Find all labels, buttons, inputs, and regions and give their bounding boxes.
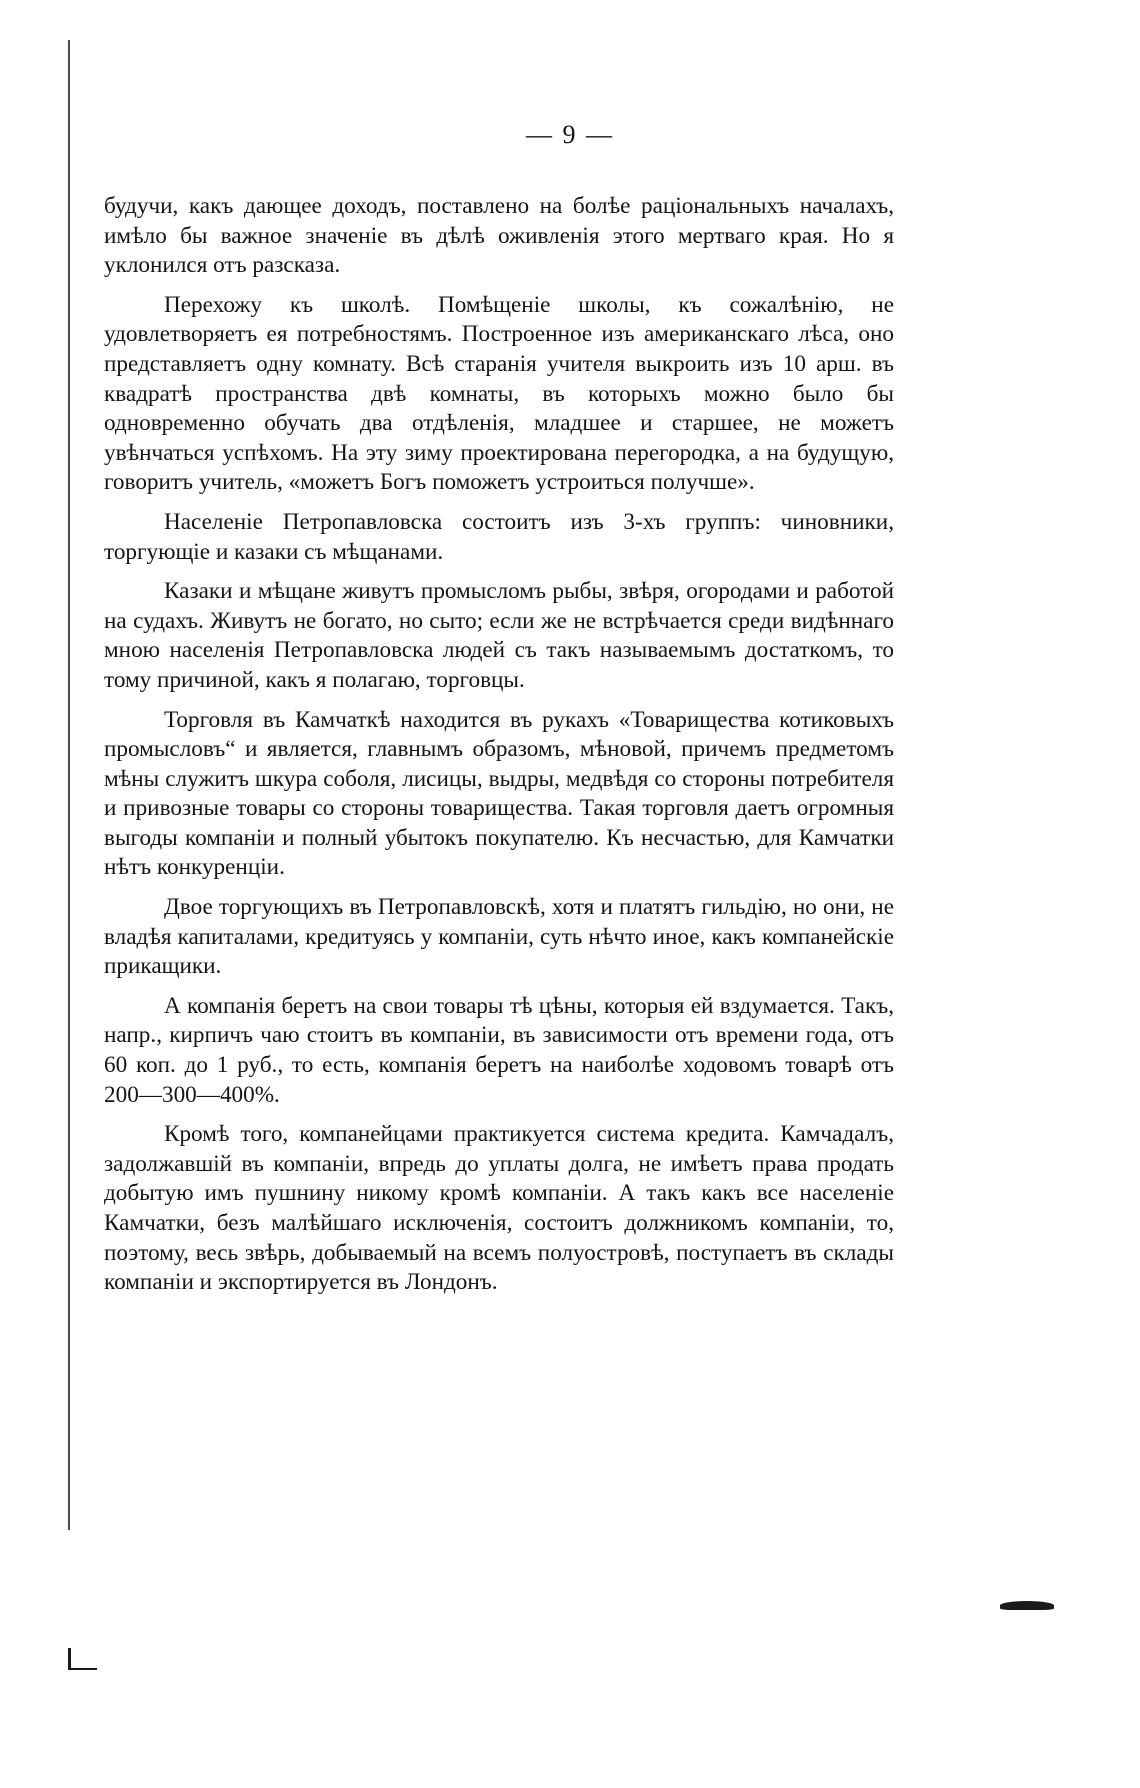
body-text xyxy=(104,192,894,1298)
paragraph: А компанія беретъ на свои товары тѣ цѣны, которыя ей вздумается. Такъ, напр., кирпичъ чаю стоитъ въ компаніи, въ зависимости отъ времени года, отъ 60 коп. до 1 руб., то есть, компанія беретъ на наиболѣе ходовомъ товарѣ отъ 200—300—400%. xyxy=(104,992,894,1108)
paragraph: Двое торгующихъ въ Петропавловскѣ, хотя и платятъ гильдію, но они, не владѣя капиталами, кредитуясь у компаніи, суть нѣчто иное, какъ компанейскіе прикащики. xyxy=(104,894,894,980)
binding-edge-line xyxy=(68,40,70,1530)
ink-mark xyxy=(1000,1601,1054,1610)
paragraph: Казаки и мѣщане живутъ промысломъ рыбы, звѣря, огородами и работой на судахъ. Живутъ не богато, но сыто; если же не встрѣчается среди видѣннаго мною населенія Петропавловска людей съ такъ называемымъ достаткомъ, то тому причиной, какъ я полагаю, торговцы. xyxy=(104,578,894,693)
paragraph: будучи, какъ дающее доходъ, поставлено на болѣе раціональныхъ началахъ, имѣло бы важное значеніе въ дѣлѣ оживленія этого мертваго края. Но я уклонился отъ разсказа. xyxy=(104,193,894,279)
paragraph: Торговля въ Камчаткѣ находится въ рукахъ «Товарищества котиковыхъ промысловъ“ и является, главнымъ образомъ, мѣновой, причемъ предметомъ мѣны служитъ шкура соболя, лисицы, выдры, медвѣдя со стороны потребителя и привозные товары со стороны товарищества. Такая торговля даетъ огромныя выгоды компаніи и полный убытокъ покупателю. Къ несчастью, для Камчатки нѣтъ конкуренціи. xyxy=(104,706,894,881)
paragraph: Перехожу къ школѣ. Помѣщеніе школы, къ сожалѣнію, не удовлетворяетъ ея потребностямъ. Построенное изъ американскаго лѣса, оно представляетъ одну комнату. Всѣ старанія учителя выкроить изъ 10 арш. въ квадратѣ пространства двѣ комнаты, въ которыхъ можно было бы одновременно обучать два отдѣленія, младшее и старшее, не можетъ увѣнчаться успѣхомъ. На эту зиму проектирована перегородка, а на будущую, говоритъ учитель, «можетъ Богъ поможетъ устроиться получше». xyxy=(104,291,894,496)
page-number: — 9 — xyxy=(526,120,614,149)
paragraph: Населеніе Петропавловска состоитъ изъ 3-хъ группъ: чиновники, торгующіе и казаки съ мѣщанами. xyxy=(104,508,894,565)
binding-edge-mark xyxy=(68,1648,97,1670)
paragraph: Кромѣ того, компанейцами практикуется система кредита. Камчадалъ, задолжавшій въ компаніи, впредь до уплаты долга, не имѣетъ права продать добытую имъ пушнину никому кромѣ компаніи. А такъ какъ все населеніе Камчатки, безъ малѣйшаго исключенія, состоитъ должникомъ компаніи, то, поэтому, весь звѣрь, добываемый на всемъ полуостровѣ, поступаетъ въ склады компаніи и экспортируется въ Лондонъ. xyxy=(104,1121,894,1296)
